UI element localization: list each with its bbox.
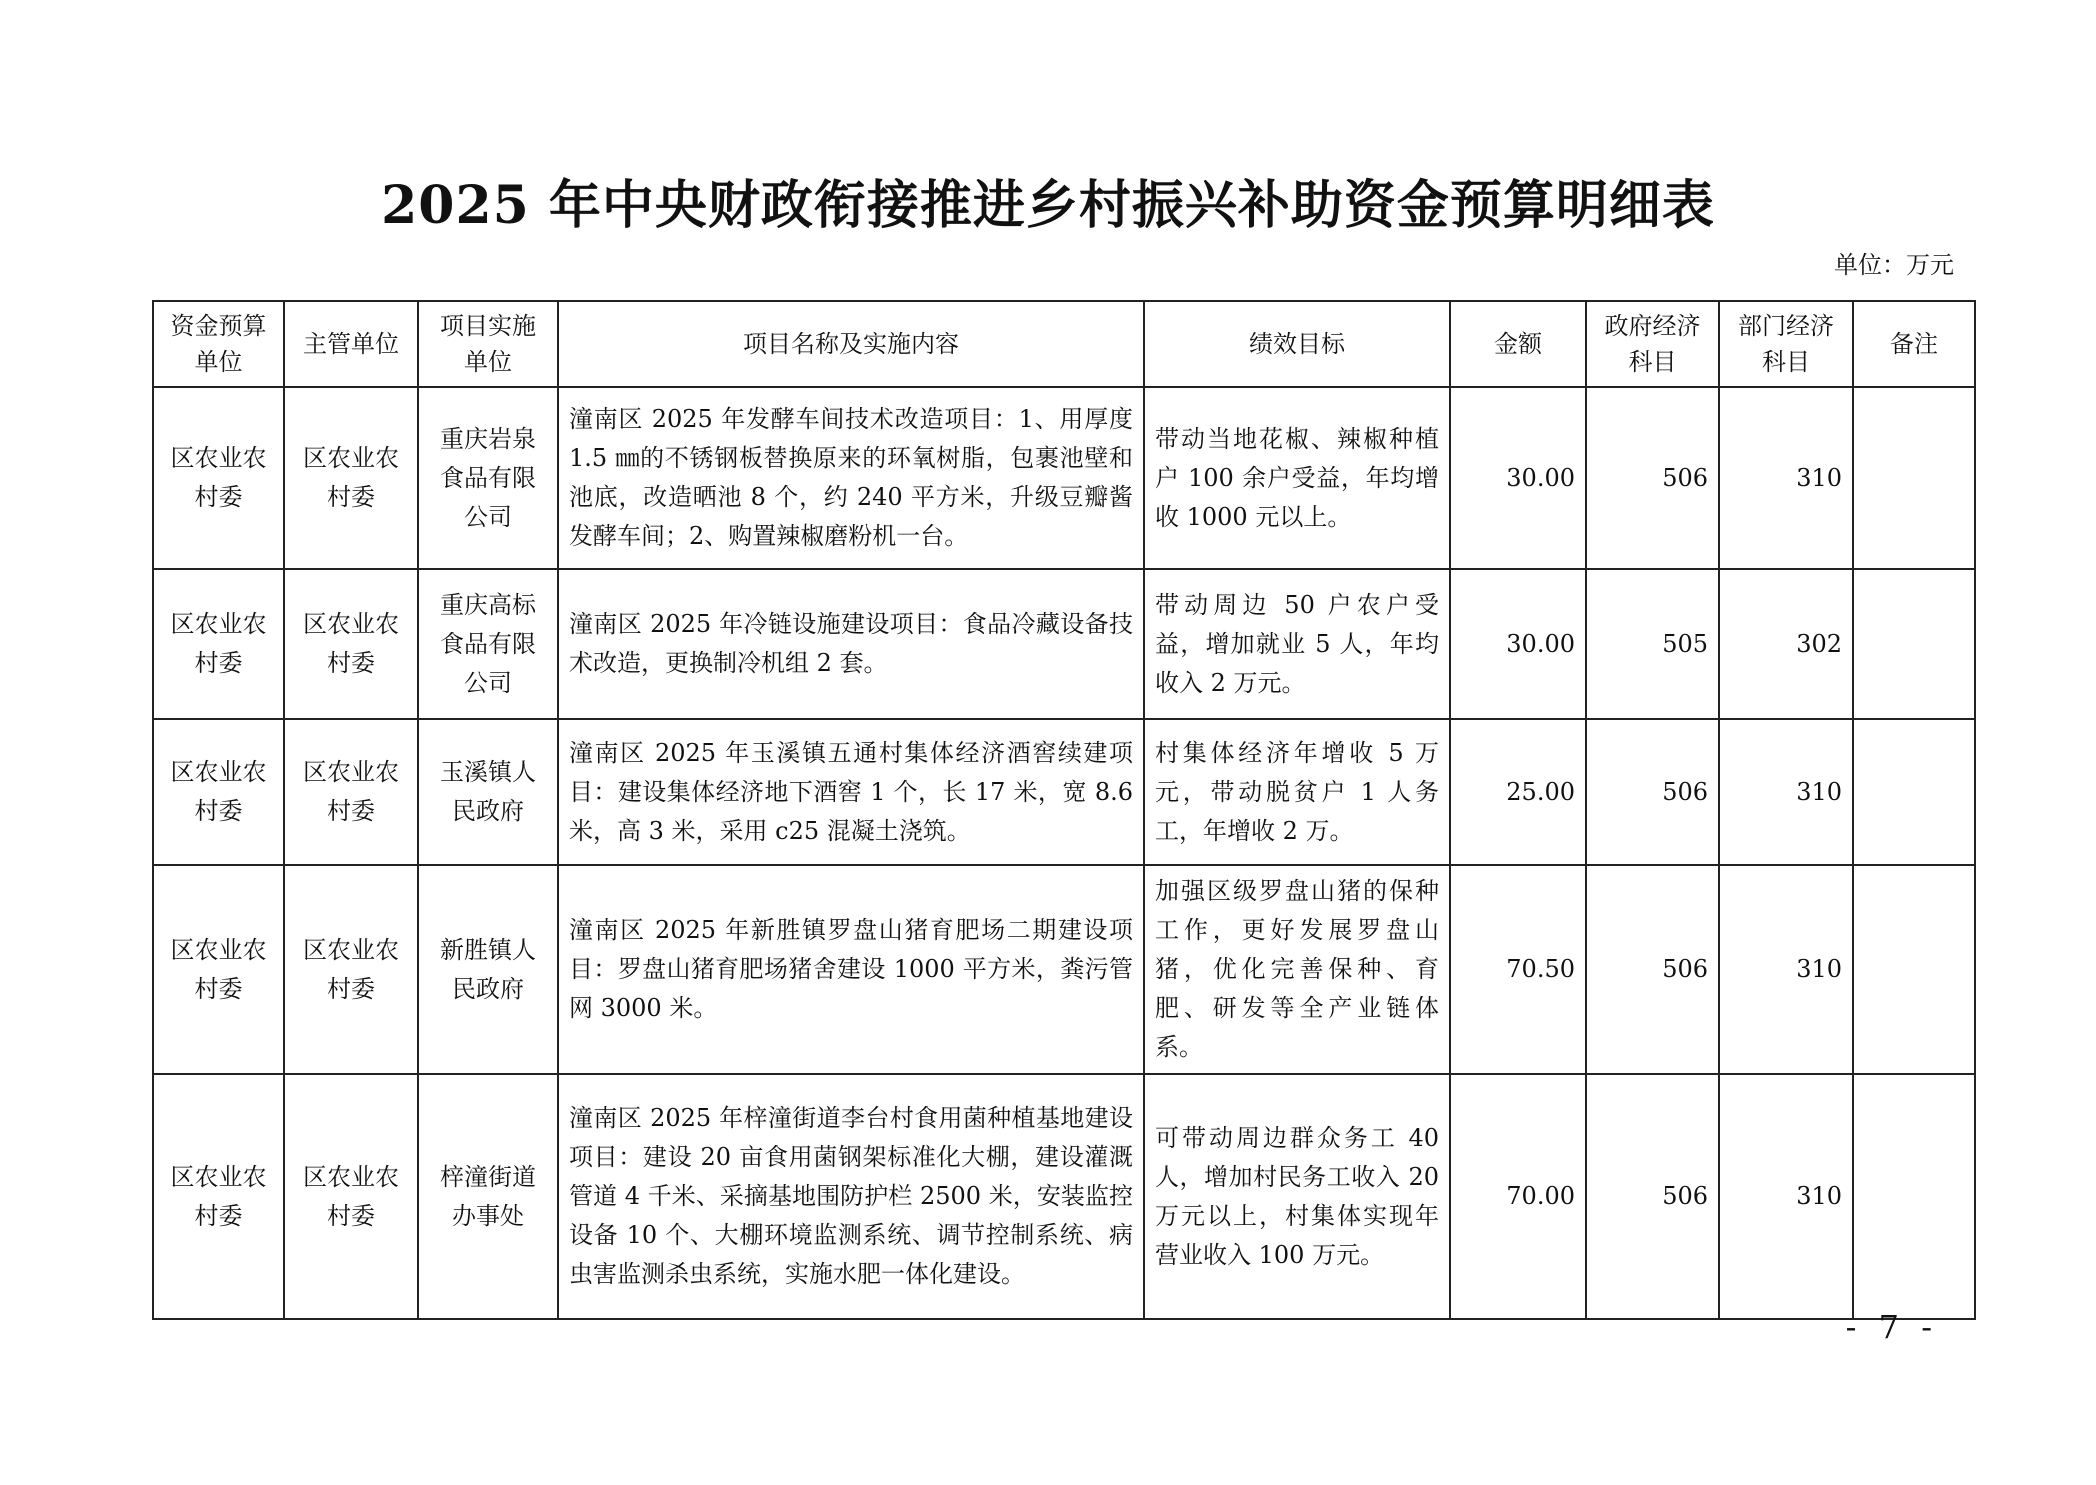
cell-amount: 25.00: [1450, 719, 1586, 865]
table-row: [153, 719, 1975, 865]
table-row: [153, 569, 1975, 719]
cell-budget-unit: 区农业农村委: [153, 719, 284, 865]
cell-goal: 村集体经济年增收 5 万元，带动脱贫户 1 人务工，年增收 2 万。: [1144, 719, 1450, 865]
cell-dept-subject: 310: [1719, 387, 1853, 569]
cell-dept-subject: 310: [1719, 1074, 1853, 1319]
cell-gov-subject: 506: [1586, 1074, 1719, 1319]
header-supervisor: 主管单位: [284, 301, 418, 387]
cell-budget-unit: 区农业农村委: [153, 865, 284, 1074]
header-budget-unit: 资金预算单位: [153, 301, 284, 387]
cell-amount: 30.00: [1450, 569, 1586, 719]
cell-budget-unit: 区农业农村委: [153, 387, 284, 569]
cell-note: [1853, 865, 1975, 1074]
header-project: 项目名称及实施内容: [558, 301, 1144, 387]
cell-amount: 70.50: [1450, 865, 1586, 1074]
cell-supervisor: 区农业农村委: [284, 569, 418, 719]
cell-amount: 30.00: [1450, 387, 1586, 569]
cell-implementer: 梓潼街道办事处: [418, 1074, 558, 1319]
table-header-row: [153, 301, 1975, 387]
cell-project: 潼南区 2025 年梓潼街道李台村食用菌种植基地建设项目：建设 20 亩食用菌钢架标准化大棚，建设灌溉管道 4 千米、采摘基地围防护栏 2500 米，安装监控设备 10 个、大棚环境监测系统、调节控制系统、病虫害监测杀虫系统，实施水肥一体化建设。: [558, 1074, 1144, 1319]
cell-amount: 70.00: [1450, 1074, 1586, 1319]
cell-implementer: 重庆岩泉食品有限公司: [418, 387, 558, 569]
cell-project: 潼南区 2025 年发酵车间技术改造项目：1、用厚度 1.5 ㎜的不锈钢板替换原来的环氧树脂，包裹池壁和池底，改造晒池 8 个，约 240 平方米，升级豆瓣酱发酵车间；2、购置辣椒磨粉机一台。: [558, 387, 1144, 569]
table-row: [153, 1074, 1975, 1319]
budget-table: [152, 300, 1976, 1320]
cell-supervisor: 区农业农村委: [284, 387, 418, 569]
page-title: 2025 年中央财政衔接推进乡村振兴补助资金预算明细表: [381, 175, 1715, 236]
cell-note: [1853, 719, 1975, 865]
header-gov-subject: 政府经济科目: [1586, 301, 1719, 387]
cell-implementer: 新胜镇人民政府: [418, 865, 558, 1074]
cell-project: 潼南区 2025 年新胜镇罗盘山猪育肥场二期建设项目：罗盘山猪育肥场猪舍建设 1000 平方米，粪污管网 3000 米。: [558, 865, 1144, 1074]
header-note: 备注: [1853, 301, 1975, 387]
cell-goal: 带动周边 50 户农户受益，增加就业 5 人，年均收入 2 万元。: [1144, 569, 1450, 719]
cell-gov-subject: 506: [1586, 719, 1719, 865]
cell-budget-unit: 区农业农村委: [153, 569, 284, 719]
cell-goal: 带动当地花椒、辣椒种植户 100 余户受益，年均增收 1000 元以上。: [1144, 387, 1450, 569]
cell-gov-subject: 505: [1586, 569, 1719, 719]
cell-dept-subject: 302: [1719, 569, 1853, 719]
cell-project: 潼南区 2025 年玉溪镇五通村集体经济酒窖续建项目：建设集体经济地下酒窖 1 个，长 17 米，宽 8.6 米，高 3 米，采用 c25 混凝土浇筑。: [558, 719, 1144, 865]
cell-implementer: 重庆高标食品有限公司: [418, 569, 558, 719]
cell-gov-subject: 506: [1586, 865, 1719, 1074]
header-goal: 绩效目标: [1144, 301, 1450, 387]
cell-supervisor: 区农业农村委: [284, 719, 418, 865]
header-amount: 金额: [1450, 301, 1586, 387]
cell-note: [1853, 1074, 1975, 1319]
cell-goal: 加强区级罗盘山猪的保种工作，更好发展罗盘山猪，优化完善保种、育肥、研发等全产业链体系。: [1144, 865, 1450, 1074]
table-row: [153, 387, 1975, 569]
cell-implementer: 玉溪镇人民政府: [418, 719, 558, 865]
page-number: - 7 -: [1845, 1308, 1938, 1346]
header-implementer: 项目实施单位: [418, 301, 558, 387]
cell-budget-unit: 区农业农村委: [153, 1074, 284, 1319]
header-dept-subject: 部门经济科目: [1719, 301, 1853, 387]
unit-label: 单位：万元: [1834, 251, 1954, 279]
cell-project: 潼南区 2025 年冷链设施建设项目：食品冷藏设备技术改造，更换制冷机组 2 套。: [558, 569, 1144, 719]
cell-supervisor: 区农业农村委: [284, 865, 418, 1074]
cell-dept-subject: 310: [1719, 865, 1853, 1074]
cell-gov-subject: 506: [1586, 387, 1719, 569]
cell-note: [1853, 569, 1975, 719]
cell-note: [1853, 387, 1975, 569]
cell-supervisor: 区农业农村委: [284, 1074, 418, 1319]
cell-goal: 可带动周边群众务工 40 人，增加村民务工收入 20 万元以上，村集体实现年营业收入 100 万元。: [1144, 1074, 1450, 1319]
table-row: [153, 865, 1975, 1074]
cell-dept-subject: 310: [1719, 719, 1853, 865]
